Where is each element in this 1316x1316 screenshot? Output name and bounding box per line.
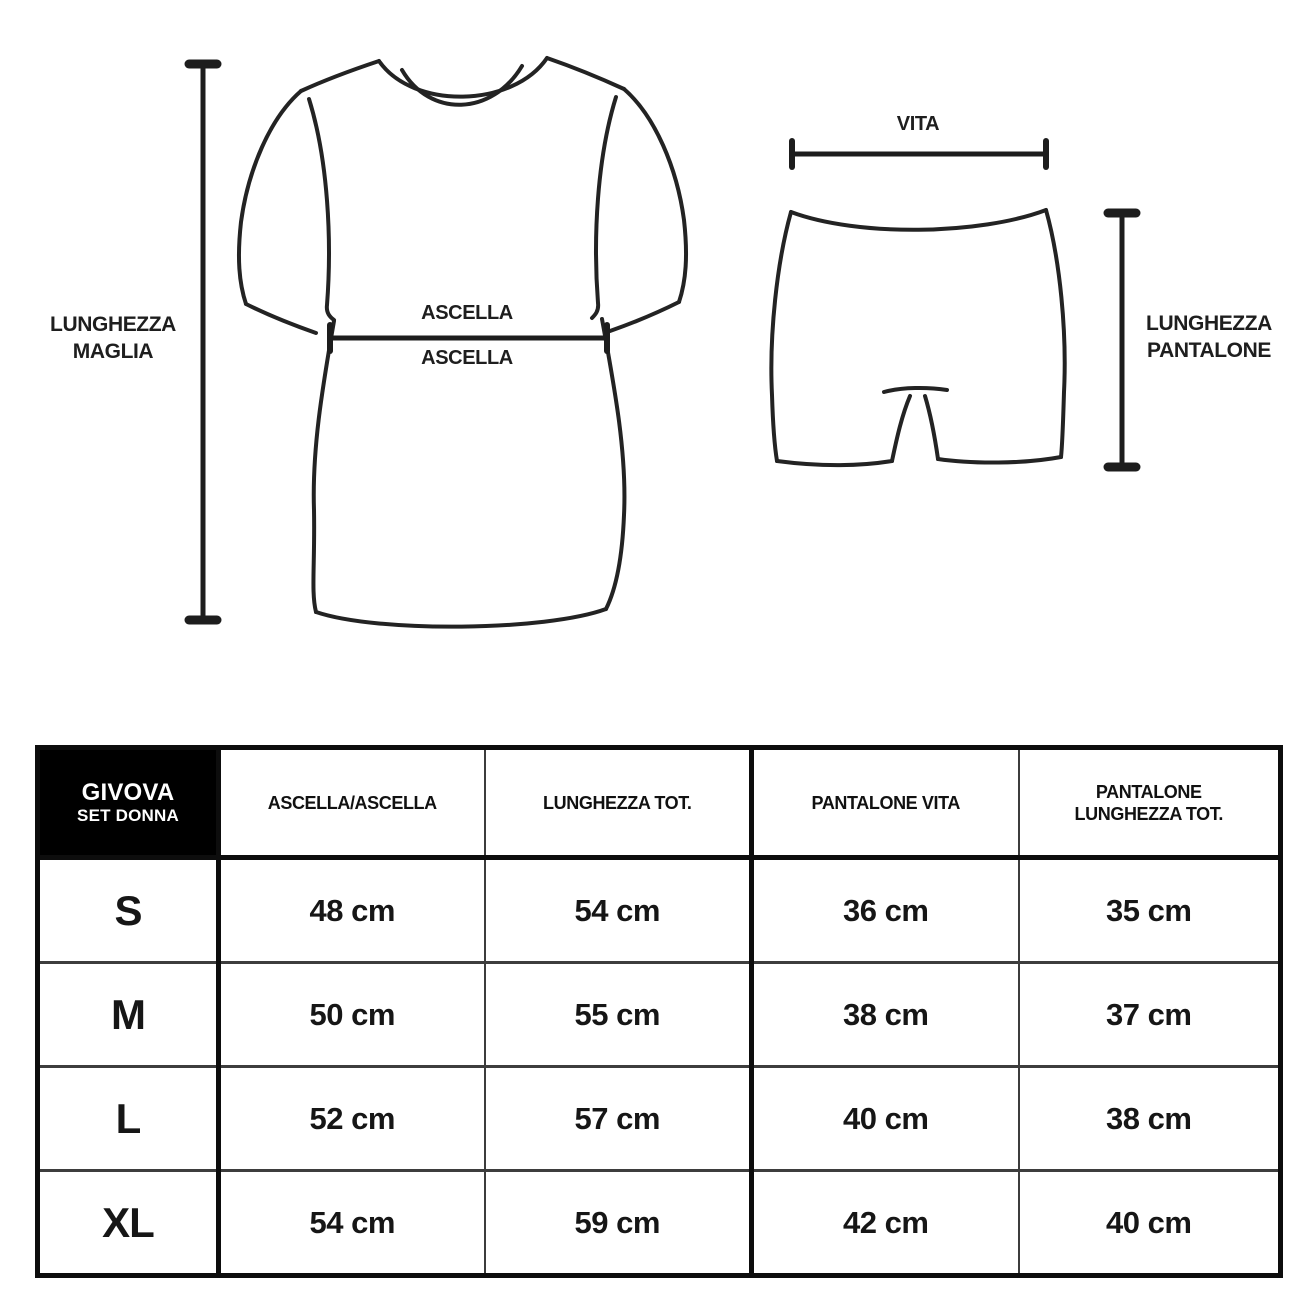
brand-subtitle: SET DONNA: [77, 806, 179, 825]
column-header-line: LUNGHEZZA TOT.: [1074, 803, 1223, 824]
shorts-length-label-line2: PANTALONE: [1147, 339, 1271, 362]
header-row: [38, 748, 1281, 858]
tshirt-right-sleeve-outer: [624, 89, 686, 302]
tshirt-collar-inner: [402, 66, 522, 105]
tshirt-right-armhole-seam: [592, 97, 616, 318]
shirt-length-label-line2: MAGLIA: [72, 340, 154, 363]
column-header-line: PANTALONE VITA: [811, 792, 960, 813]
pantalone-vita-value: 38 cm: [752, 963, 1019, 1067]
pantalone-lunghezza-tot-value: 40 cm: [1019, 1171, 1281, 1276]
shorts-length-label: [1119, 310, 1299, 364]
shirt-length-label-line1: LUNGHEZZA: [50, 313, 176, 336]
tshirt-left-sleeve-outer: [239, 91, 301, 304]
pantalone-lunghezza-tot-value: 35 cm: [1019, 858, 1281, 963]
waist-label: VITA: [896, 113, 940, 135]
ascella-ascella-value: 52 cm: [219, 1067, 485, 1171]
size-label: XL: [38, 1171, 219, 1276]
brand-name: GIVOVA: [81, 779, 175, 806]
size-chart-table: [35, 745, 1283, 1278]
tshirt-left-shoulder: [301, 61, 379, 91]
shorts-left-inner-leg: [892, 396, 910, 461]
chest-label-bottom: ASCELLA: [421, 347, 513, 369]
shorts-left-side: [771, 212, 791, 461]
shorts-right-side: [1046, 210, 1065, 457]
size-label: L: [38, 1067, 219, 1171]
tshirt-drawing: [239, 58, 686, 627]
lunghezza-tot-value: 57 cm: [485, 1067, 752, 1171]
shirt-length-label: [23, 311, 203, 365]
column-header-line: ASCELLA/ASCELLA: [267, 792, 437, 813]
lunghezza-tot-value: 59 cm: [485, 1171, 752, 1276]
column-header-line: LUNGHEZZA TOT.: [543, 792, 692, 813]
pantalone-vita-value: 40 cm: [752, 1067, 1019, 1171]
tshirt-collar-outer: [379, 58, 547, 97]
column-header-pantalone-lunghezza-tot: [1019, 748, 1281, 858]
lunghezza-tot-value: 54 cm: [485, 858, 752, 963]
pantalone-vita-value: 42 cm: [752, 1171, 1019, 1276]
shorts-left-leg-hem: [777, 461, 892, 465]
column-header-lunghezza-tot: [485, 748, 752, 858]
tshirt-right-side: [602, 319, 624, 609]
ascella-ascella-value: 54 cm: [219, 1171, 485, 1276]
shorts-waistband: [791, 210, 1046, 230]
ascella-ascella-value: 50 cm: [219, 963, 485, 1067]
tshirt-left-side: [313, 321, 334, 612]
table-row-l: [38, 1067, 1281, 1171]
tshirt-left-armhole-seam: [309, 99, 334, 320]
brand-header-cell: [38, 748, 219, 858]
pantalone-lunghezza-tot-value: 38 cm: [1019, 1067, 1281, 1171]
column-header-line: PANTALONE: [1095, 781, 1202, 802]
tshirt-right-shoulder: [547, 58, 624, 89]
ascella-ascella-value: 48 cm: [219, 858, 485, 963]
column-header-ascella-ascella: [219, 748, 485, 858]
waist-measure-line: [792, 141, 1046, 167]
tshirt-hem: [316, 609, 606, 627]
column-header-pantalone-vita: [752, 748, 1019, 858]
size-label: M: [38, 963, 219, 1067]
shorts-crotch-seam: [884, 388, 947, 392]
shorts-right-leg-hem: [938, 457, 1061, 463]
tshirt-right-sleeve-hem: [610, 302, 679, 331]
shorts-length-label-line1: LUNGHEZZA: [1146, 312, 1272, 335]
shorts-right-inner-leg: [925, 396, 938, 459]
pantalone-lunghezza-tot-value: 37 cm: [1019, 963, 1281, 1067]
lunghezza-tot-value: 55 cm: [485, 963, 752, 1067]
table-row-xl: [38, 1171, 1281, 1276]
table-row-m: [38, 963, 1281, 1067]
chest-label-top: ASCELLA: [421, 302, 513, 324]
shorts-drawing: [771, 210, 1064, 465]
size-label: S: [38, 858, 219, 963]
table-row-s: [38, 858, 1281, 963]
pantalone-vita-value: 36 cm: [752, 858, 1019, 963]
tshirt-left-sleeve-hem: [246, 304, 316, 333]
